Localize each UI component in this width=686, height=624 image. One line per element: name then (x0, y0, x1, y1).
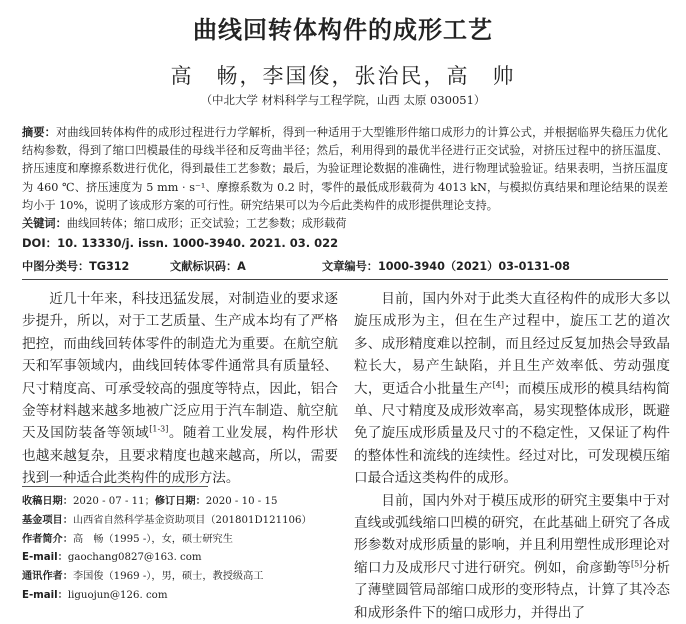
footnote-fund: 基金项目：山西省自然科学基金资助项目（201801D121106） (22, 514, 312, 526)
footnote-corresponding: 通讯作者：李国俊（1969 -），男，硕士，教授级高工 (22, 571, 264, 583)
right-column (354, 288, 670, 624)
abstract (22, 124, 668, 215)
document-code: 文献标识码：A (170, 260, 246, 273)
footnote-corresponding-email: E-mail：liguojun@126. com (22, 589, 168, 601)
citation-ref: [1-3] (149, 424, 169, 434)
header-divider (22, 279, 668, 280)
right-text-1a: 目前，国内外对于此类大直径构件的成形大多以旋压成形为主，但在生产过程中，旋压工艺的道次多、成形精度难以控制，而且经过反复加热会导致晶粒长大，易产生缺陷，并且生产效率低、劳动强度大，更适合小批量生产 (354, 291, 670, 397)
keywords-label: 关键词： (22, 217, 67, 230)
abstract-text: 对曲线回转体构件的成形过程进行力学解析，得到一种适用于大型锥形件缩口成形力的计算公式，并根据临界失稳压力优化结构参数，得到了缩口凹模最佳的母线半径和反弯曲半径；然后，利用得到的最优半径进行正交试验，对挤压过程中的挤压温度、挤压速度和摩擦系数进行优化，得到最佳工艺参数；最后，为验证理论数据的准确性，进行物理试验验证。结果表明，当挤压温度为 460 ℃、挤压速度为 5 mm · s⁻¹、摩擦系数为 0.2 时，零件的最低成形载荷为 4013 kN，与模拟仿真结果和理论结果的误差均小于 10%，说明了该成形方案的可行性。研究结果可以为今后此类构件的成形提供理论支持。 (22, 126, 668, 212)
citation-ref: [4] (492, 380, 504, 390)
paper-title: 曲线回转体构件的成形工艺 (193, 16, 493, 44)
footnote-author: 作者简介：高 畅（1995 -），女，硕士研究生 (22, 533, 233, 545)
footnote-divider (22, 486, 208, 487)
clc-number: 中图分类号：TG312 (22, 260, 130, 273)
intro-text-a: 近几十年来，科技迅猛发展，对制造业的要求逐步提升，所以，对于工艺质量、生产成本均有了严格把控，而曲线回转体零件的制造尤为重要。在航空航天和军事领域内，曲线回转体零件通常具有质量轻、尺寸精度高、可承受较高的强度等特点，因此，铝合金等材料越来越多地被广泛应用于汽车制造、航空航天及国防装备等领域 (22, 291, 338, 442)
right-text-1b: ；而模压成形的模具结构简单、尺寸精度及成形效率高，易实现整体成形，既避免了旋压成形质量及尺寸的不稳定性，又保证了构件的整体性和流线的连续性。经过对比，可发现模压缩口最合适这类构件的成形。 (354, 380, 671, 487)
footnote-received: 收稿日期：2020 - 07 - 11；修订日期：2020 - 10 - 15 (22, 496, 278, 507)
keywords-text: 曲线回转体；缩口成形；正交试验；工艺参数；成形载荷 (66, 217, 347, 230)
affiliation: （中北大学 材料科学与工程学院，山西 太原 030051） (200, 93, 486, 107)
author-list: 高 畅，李国俊，张治民，高 帅 (170, 64, 516, 88)
intro-paragraph (22, 288, 338, 490)
right-paragraph-1 (354, 288, 670, 490)
right-paragraph-2 (354, 490, 670, 624)
abstract-label: 摘要： (22, 126, 57, 139)
intro-text-b: 。随着工业发展，构件形状也越来越复杂，且要求精度也越来越高，所以，需要找到一种适合此类构件的成形方法。 (22, 425, 339, 487)
right-text-2a: 目前，国内外对于模压成形的研究主要集中于对直线或弧线缩口凹模的研究，在此基础上研究了各成形参数对成形质量的影响，并且利用塑性成形理论对缩口力及成形尺寸进行研究。例如，俞彦勤等 (354, 492, 670, 576)
article-number: 文章编号：1000-3940（2021）03-0131-08 (322, 260, 570, 273)
doi: DOI：10. 13330/j. issn. 1000-3940. 2021. 03. 022 (22, 236, 339, 250)
footnotes (22, 493, 338, 606)
footnote-author-email: E-mail：gaochang0827@163. com (22, 552, 202, 564)
citation-ref: [5] (630, 559, 643, 569)
left-column (22, 288, 338, 490)
keywords (22, 215, 668, 233)
right-text-2b: 分析了薄壁圆管局部缩口成形的变形特点，计算了其冷态和成形条件下的缩口成形力，并得出了 (354, 559, 671, 621)
